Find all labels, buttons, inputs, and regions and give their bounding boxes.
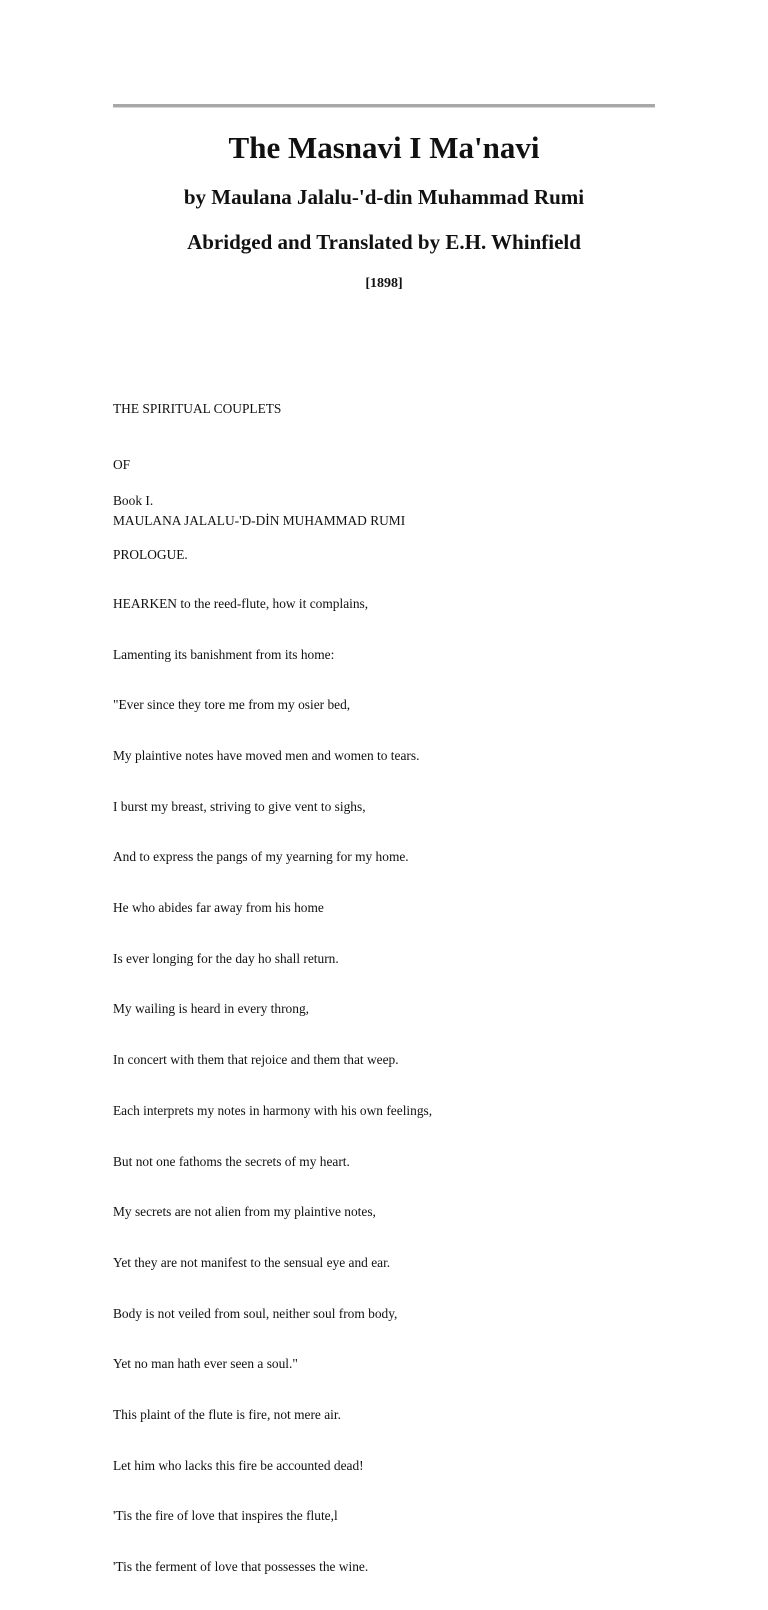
poem-line: Yet no man hath ever seen a soul.": [113, 1356, 298, 1372]
horizontal-rule: [113, 104, 655, 108]
poem-line: I burst my breast, striving to give vent to sighs,: [113, 798, 366, 814]
poem-line: This plaint of the flute is fire, not mere air.: [113, 1407, 341, 1423]
poem-line: "Ever since they tore me from my osier bed,: [113, 697, 351, 713]
heading-line: OF: [113, 456, 131, 472]
poem-line: My plaintive notes have moved men and women to tears.: [113, 747, 420, 763]
poem-line: Body is not veiled from soul, neither soul from body,: [113, 1305, 398, 1321]
poem-line: Each interprets my notes in harmony with his own feelings,: [113, 1102, 433, 1118]
poem-line: And to express the pangs of my yearning for my home.: [113, 849, 409, 865]
heading-line: MAULANA JALALU-'D-DİN MUHAMMAD RUMI: [113, 512, 406, 528]
poem-text: [113, 562, 673, 1610]
section-title: PROLOGUE.: [113, 547, 188, 563]
poem-line: He who abides far away from his home: [113, 900, 324, 916]
poem-line: Let him who lacks this fire be accounted dead!: [113, 1457, 364, 1473]
poem-line: My wailing is heard in every throng,: [113, 1001, 309, 1017]
publication-year: [1898]: [365, 276, 403, 291]
poem-line: 'Tis the ferment of love that possesses the wine.: [113, 1559, 369, 1575]
translator-line: Abridged and Translated by E.H. Whinfield: [187, 230, 581, 254]
poem-line: Lamenting its banishment from its home:: [113, 646, 335, 662]
poem-line: In concert with them that rejoice and them that weep.: [113, 1052, 399, 1068]
document-title: The Masnavi I Ma'navi: [228, 130, 540, 165]
poem-line: HEARKEN to the reed-flute, how it complains,: [113, 595, 369, 611]
poem-line: Is ever longing for the day ho shall return.: [113, 950, 339, 966]
poem-line: 'Tis the fire of love that inspires the flute,l: [113, 1508, 338, 1524]
poem-line: But not one fathoms the secrets of my heart.: [113, 1153, 350, 1169]
author-line: by Maulana Jalalu-'d-din Muhammad Rumi: [183, 185, 585, 209]
poem-line: My secrets are not alien from my plaintive notes,: [113, 1204, 376, 1220]
heading-line: THE SPIRITUAL COUPLETS: [113, 401, 282, 417]
poem-line: Yet they are not manifest to the sensual eye and ear.: [113, 1254, 391, 1270]
book-number: Book I.: [113, 493, 154, 509]
